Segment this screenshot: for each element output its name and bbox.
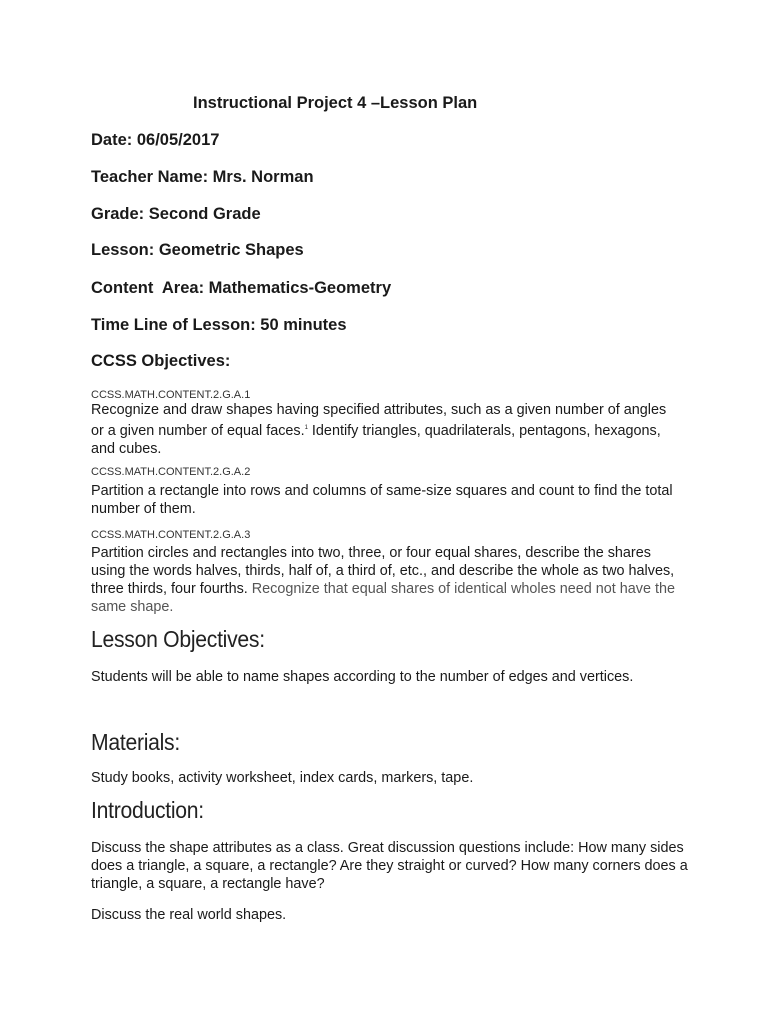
time-line-field: Time Line of Lesson: 50 minutes — [91, 316, 347, 334]
lesson-field: Lesson: Geometric Shapes — [91, 241, 304, 259]
objective-code: CCSS.MATH.CONTENT.2.G.A.2 — [91, 466, 251, 478]
ccss-heading: CCSS Objectives: — [91, 352, 231, 370]
objective-text — [91, 544, 681, 616]
footnote-marker: 1 — [304, 425, 308, 431]
objective-text-part: Recognize that equal shares of identical wholes need not have the same shape. — [91, 581, 675, 615]
introduction-text: Discuss the shape attributes as a class. Great discussion questions include: How many sides does a triangle, a square, a rectangle? Are they straight or curved? How many corners does a triangle, a square, a rectangle have? — [91, 840, 688, 892]
introduction-heading: Introduction: — [91, 797, 204, 823]
introduction-text-2: Discuss the real world shapes. — [91, 907, 287, 923]
lesson-objectives-text: Students will be able to name shapes according to the number of edges and vertices. — [91, 669, 634, 685]
materials-heading: Materials: — [91, 729, 180, 755]
document-title: Instructional Project 4 –Lesson Plan — [193, 94, 478, 112]
objective-code: CCSS.MATH.CONTENT.2.G.A.1 — [91, 389, 251, 401]
objective-text-part: Recognize and draw shapes having specified attributes, such as a given number of angles or a given number of equal faces. — [91, 402, 667, 439]
teacher-field: Teacher Name: Mrs. Norman — [91, 168, 314, 186]
objective-text — [91, 401, 681, 458]
date-field: Date: 06/05/2017 — [91, 131, 220, 149]
materials-text: Study books, activity worksheet, index cards, markers, tape. — [91, 770, 474, 786]
grade-field: Grade: Second Grade — [91, 205, 261, 223]
objective-text: Partition a rectangle into rows and columns of same-size squares and count to find the total number of them. — [91, 483, 673, 517]
objective-code: CCSS.MATH.CONTENT.2.G.A.3 — [91, 529, 251, 541]
objective-text-part: Identify triangles, quadrilaterals, pentagons, hexagons, and cubes. — [91, 422, 661, 457]
objective-text-part: Partition circles and rectangles into two, three, or four equal shares, describe the shares using the words halves, thirds, half of, a third of, etc., and describe the whole as two halves, three thirds, four fourths. — [91, 545, 675, 597]
content-area-field: Content Area: Mathematics-Geometry — [91, 279, 392, 297]
lesson-objectives-heading: Lesson Objectives: — [91, 626, 265, 652]
